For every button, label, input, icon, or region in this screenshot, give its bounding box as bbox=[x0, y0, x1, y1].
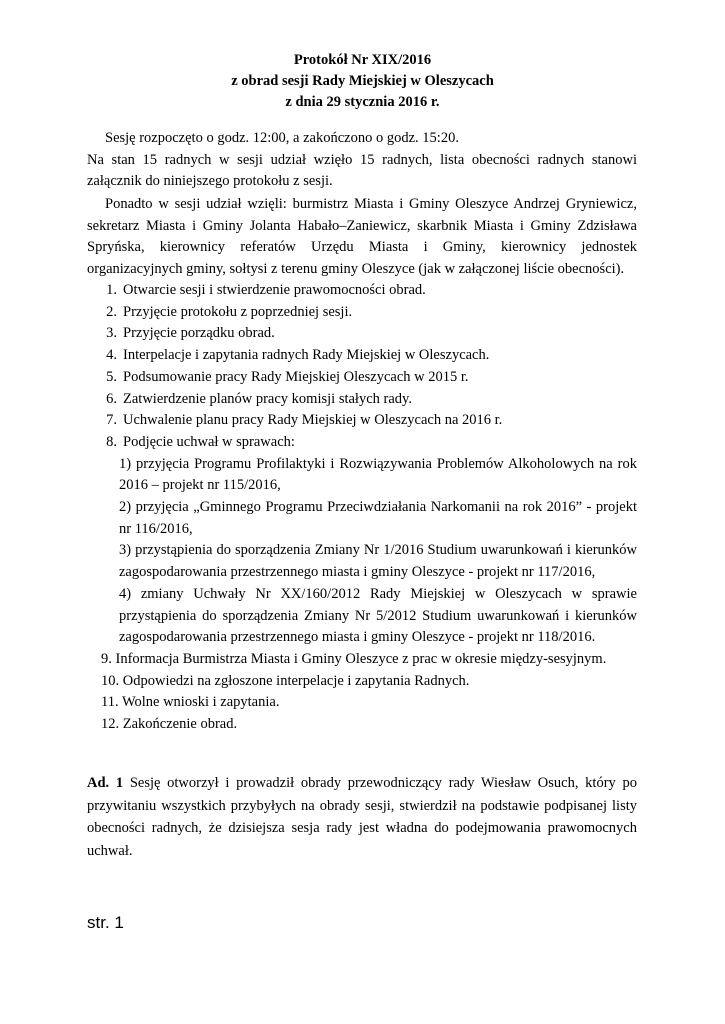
agenda-item bbox=[87, 367, 637, 389]
agenda-item-text: Wolne wnioski i zapytania. bbox=[118, 694, 280, 711]
agenda-item bbox=[87, 345, 637, 367]
agenda-item-number: 9. bbox=[101, 650, 112, 667]
resolution-subitem: 2) przyjęcia „Gminnego Programu Przeciwdziałania Narkomanii na rok 2016” - projekt nr 116/2016, bbox=[119, 499, 637, 537]
agenda-item-text: Interpelacje i zapytania radnych Rady Miejskiej w Oleszycach. bbox=[123, 347, 490, 364]
resolution-subitems bbox=[119, 454, 637, 649]
agenda-item-text: Informacja Burmistrza Miasta i Gminy Oleszyce z prac w okresie między-sesyjnym. bbox=[111, 650, 607, 667]
agenda-item-number: 7. bbox=[106, 412, 117, 429]
protocol-date: z dnia 29 stycznia 2016 r. bbox=[285, 94, 440, 110]
agenda-item-number: 5. bbox=[106, 368, 117, 385]
intro-paragraph-2: Ponadto w sesji udział wzięli: burmistrz Miasta i Gminy Oleszyce Andrzej Gryniewicz, sekretarz Miasta i Gminy Jolanta Habało–Zaniewicz, skarbnik Miasta i Gminy Zdzisława Spryńska, kierownicy referatów Urzędu Miasta i Gminy, kierownicy jednostek organizacyjnych gminy, sołtysi z terenu gminy Oleszyce (jak w załączonej liście obecności). bbox=[87, 196, 637, 278]
agenda-item bbox=[87, 432, 637, 454]
resolution-subitem: 3) przystąpienia do sporządzenia Zmiany Nr 1/2016 Studium uwarunkowań i kierunków zagospodarowania przestrzennego miasta i gminy Oleszyce - projekt nr 117/2016, bbox=[119, 542, 637, 581]
agenda-item bbox=[87, 714, 637, 736]
protocol-title: Protokół Nr XIX/2016 bbox=[293, 52, 432, 68]
page-number: str. 1 bbox=[87, 913, 124, 932]
agenda-item-number: 10. bbox=[101, 672, 120, 689]
agenda-item-text: Przyjęcie protokołu z poprzedniej sesji. bbox=[123, 303, 353, 320]
agenda-item-text: Uchwalenie planu pracy Rady Miejskiej w Oleszycach na 2016 r. bbox=[123, 412, 503, 429]
agenda-item bbox=[87, 389, 637, 411]
protocol-header bbox=[0, 50, 725, 113]
agenda-item-number: 6. bbox=[106, 390, 117, 407]
agenda-item bbox=[87, 302, 637, 324]
agenda-item-text: Podjęcie uchwał w sprawach: bbox=[123, 433, 295, 450]
agenda-item-number: 2. bbox=[106, 303, 117, 320]
agenda-item bbox=[87, 280, 637, 302]
agenda-item-number: 3. bbox=[106, 325, 117, 342]
agenda-item bbox=[87, 410, 637, 432]
resolution-subitem: 1) przyjęcia Programu Profilaktyki i Rozwiązywania Problemów Alkoholowych na rok 2016 – projekt nr 115/2016, bbox=[119, 455, 637, 494]
agenda-item bbox=[87, 671, 637, 693]
agenda-item-number: 4. bbox=[106, 347, 117, 364]
intro-paragraph-1 bbox=[87, 128, 637, 193]
agenda-item-text: Podsumowanie pracy Rady Miejskiej Oleszycach w 2015 r. bbox=[123, 368, 469, 385]
agenda-item bbox=[87, 323, 637, 345]
agenda-item-number: 1. bbox=[106, 282, 117, 298]
agenda-item-text: Zakończenie obrad. bbox=[119, 716, 238, 733]
resolution-subitem: 4) zmiany Uchwały Nr XX/160/2012 Rady Miejskiej w Oleszycach w sprawie przystąpienia do sporządzenia Zmiany Nr 5/2012 Studium uwarunkowań i kierunków zagospodarowania przestrzennego miasta i gminy Oleszyce - projekt nr 118/2016. bbox=[119, 585, 637, 646]
agenda-item-text: Przyjęcie porządku obrad. bbox=[123, 325, 275, 342]
agenda-item-text: Otwarcie sesji i stwierdzenie prawomocności obrad. bbox=[123, 282, 426, 298]
ad1-label: Ad. 1 bbox=[87, 775, 124, 791]
session-time-text: Sesję rozpoczęto o godz. 12:00, a zakończono o godz. 15:20. bbox=[105, 130, 459, 146]
agenda-item bbox=[87, 649, 637, 671]
agenda-item-number: 8. bbox=[106, 433, 117, 450]
protocol-subtitle: z obrad sesji Rady Miejskiej w Oleszycach bbox=[231, 73, 494, 89]
agenda-item-text: Odpowiedzi na zgłoszone interpelacje i zapytania Radnych. bbox=[119, 672, 470, 689]
agenda-item-number: 12. bbox=[101, 716, 120, 733]
ad1-paragraph bbox=[87, 772, 637, 862]
ad1-text: Sesję otworzył i prowadził obrady przewodniczący rady Wiesław Osuch, który po przywitaniu wszystkich przybyłych na obrady sesji, stwierdził na podstawie podpisanej listy obecności radnych, że dzisiejsza sesja rady jest władna do podejmowania prawomocnych uchwał. bbox=[87, 775, 637, 859]
agenda-item-text: Zatwierdzenie planów pracy komisji stałych rady. bbox=[123, 390, 412, 407]
agenda-item bbox=[87, 692, 637, 714]
agenda-list bbox=[87, 280, 637, 736]
agenda-item-number: 11. bbox=[101, 694, 119, 711]
attendance-text: Na stan 15 radnych w sesji udział wzięło 15 radnych, lista obecności radnych stanowi załącznik do niniejszego protokołu z sesji. bbox=[87, 151, 637, 190]
